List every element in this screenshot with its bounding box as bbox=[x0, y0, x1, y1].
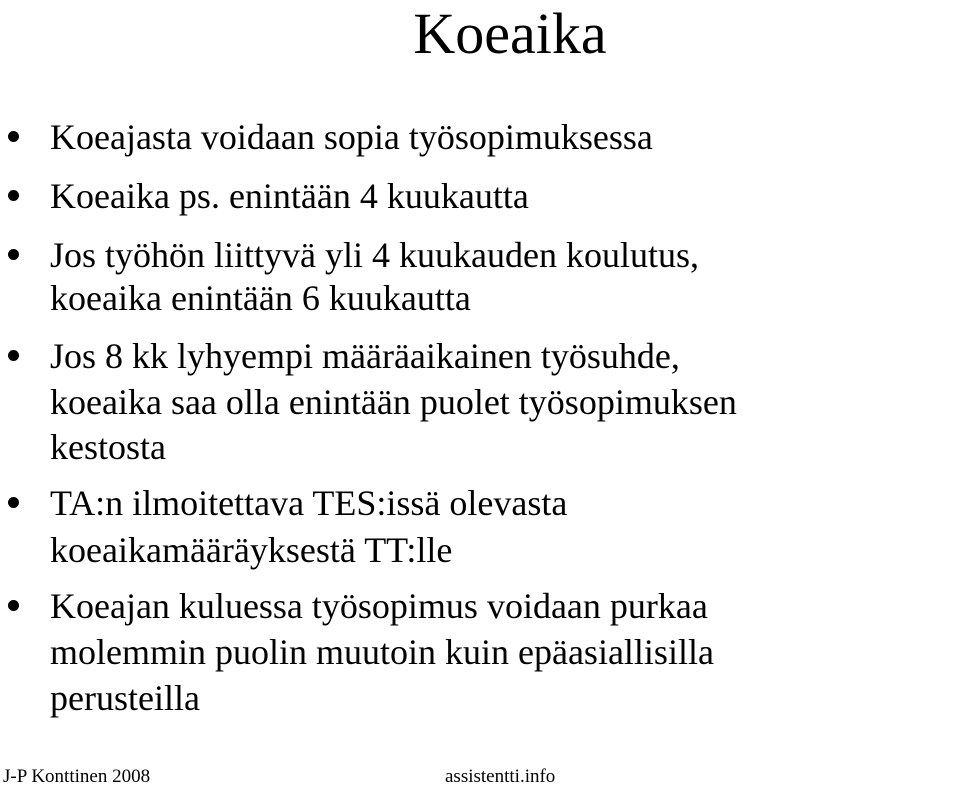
bullet-text-line: Jos työhön liittyvä yli 4 kuukauden koulutus, bbox=[50, 235, 699, 275]
bullet-dot-icon bbox=[8, 497, 19, 508]
bullet-text-line: koeaika enintään 6 kuukautta bbox=[50, 278, 471, 318]
footer-author: J-P Konttinen 2008 bbox=[3, 766, 151, 787]
bullet-text-line: Koeajasta voidaan sopia työsopimuksessa bbox=[50, 117, 653, 157]
bullet-dot-icon bbox=[8, 249, 19, 260]
bullet-text-line: TA:n ilmoitettava TES:issä olevasta bbox=[50, 483, 568, 523]
slide-title: Koeaika bbox=[413, 1, 607, 66]
bullet-dot-icon bbox=[8, 190, 19, 201]
bullet-text-line: perusteilla bbox=[50, 678, 200, 718]
bullet-dot-icon bbox=[8, 131, 19, 142]
bullet-text-line: molemmin puolin muutoin kuin epäasiallisilla bbox=[50, 632, 714, 672]
bullet-dot-icon bbox=[8, 350, 19, 361]
bullet-dot-icon bbox=[8, 600, 19, 611]
bullet-text-line: Jos 8 kk lyhyempi määräaikainen työsuhde, bbox=[50, 336, 680, 376]
bullet-text-line: koeaika saa olla enintään puolet työsopimuksen bbox=[50, 382, 737, 422]
bullet-text-line: Koeaika ps. enintään 4 kuukautta bbox=[50, 176, 529, 216]
footer-site: assistentti.info bbox=[445, 766, 556, 787]
bullet-text-line: kestosta bbox=[50, 427, 166, 467]
bullet-text-line: Koeajan kuluessa työsopimus voidaan purkaa bbox=[50, 586, 708, 626]
bullet-text-line: koeaikamääräyksestä TT:lle bbox=[50, 530, 453, 570]
